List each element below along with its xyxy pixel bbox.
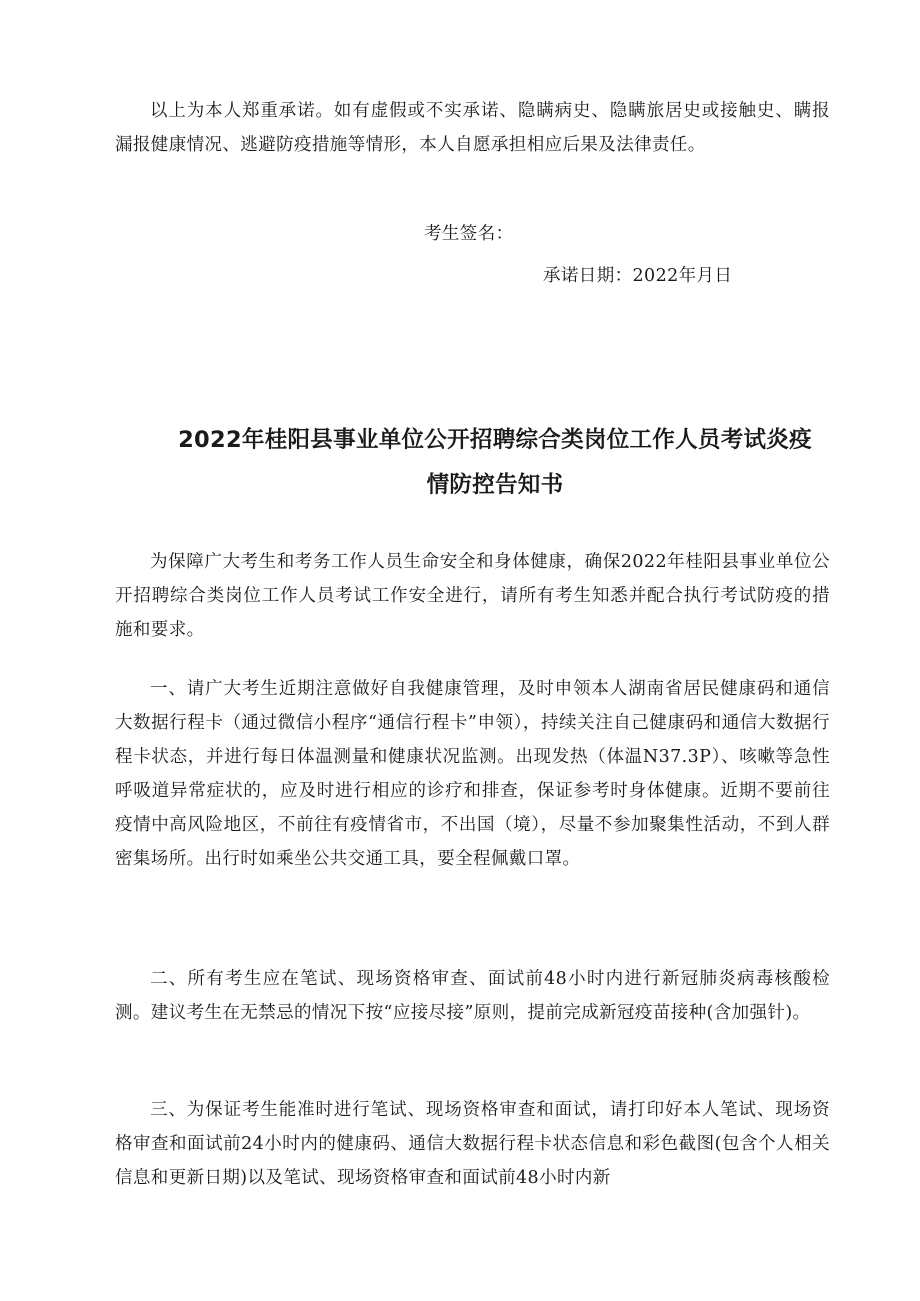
notice-title-line2: 情防控告知书 xyxy=(426,472,564,498)
notice-intro-paragraph: 为保障广大考生和考务工作人员生命安全和身体健康，确保2022年桂阳县事业单位公开招聘综合类岗位工作人员考试工作安全进行，请所有考生知悉并配合执行考试防疫的措施和要求。 xyxy=(115,552,830,640)
signature-label: 考生签名： xyxy=(424,224,514,244)
notice-item-1: 一、请广大考生近期注意做好自我健康管理，及时申领本人湖南省居民健康码和通信大数据行程卡（通过微信小程序“通信行程卡”申领），持续关注自己健康码和通信大数据行程卡状态，并进行每日体温测量和健康状况监测。出现发热（体温N37.3P）、咳嗽等急性呼吸道异常症状的，应及时进行相应的诊疗和排查，保证参考时身体健康。近期不要前往疫情中高风险地区，不前往有疫情省市，不出国（境），尽量不参加聚集性活动，不到人群密集场所。出行时如乘坐公共交通工具，要全程佩戴口罩。 xyxy=(115,679,830,869)
notice-item-2: 二、所有考生应在笔试、现场资格审查、面试前48小时内进行新冠肺炎病毒核酸检测。建议考生在无禁忌的情况下按“应接尽接”原则，提前完成新冠疫苗接种(含加强针)。 xyxy=(115,969,830,1023)
pledge-statement: 以上为本人郑重承诺。如有虚假或不实承诺、隐瞒病史、隐瞒旅居史或接触史、瞒报漏报健康情况、逃避防疫措施等情形，本人自愿承担相应后果及法律责任。 xyxy=(115,101,830,155)
notice-title-line1: 2022年桂阳县事业单位公开招聘综合类岗位工作人员考试炎疫 xyxy=(178,427,812,453)
pledge-date-label: 承诺日期：2022年月日 xyxy=(543,266,733,286)
notice-title xyxy=(130,418,860,508)
notice-item-3: 三、为保证考生能准时进行笔试、现场资格审查和面试，请打印好本人笔试、现场资格审查和面试前24小时内的健康码、通信大数据行程卡状态信息和彩色截图(包含个人相关信息和更新日期)以及笔试、现场资格审查和面试前48小时内新 xyxy=(115,1100,830,1188)
